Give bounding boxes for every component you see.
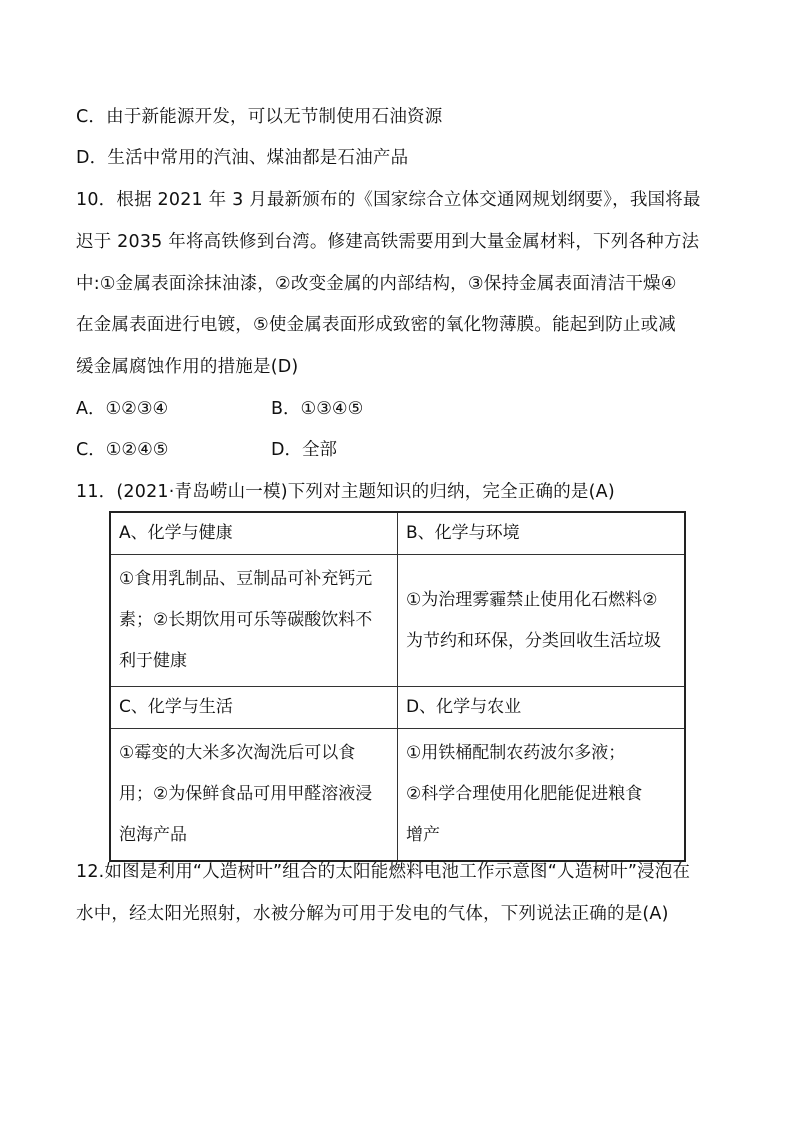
- q10-stem-line-5: 缓金属腐蚀作用的措施是(D): [76, 357, 299, 377]
- q12-stem-line-2: 水中，经太阳光照射，水被分解为可用于发电的气体，下列说法正确的是(A): [76, 904, 669, 924]
- q10-option-b: B．①③④⑤: [271, 399, 364, 419]
- table-row: [110, 512, 685, 555]
- cell-d-line: ②科学合理使用化肥能促进粮食: [406, 784, 643, 804]
- table-row: [110, 729, 685, 862]
- cell-d-head: D、化学与农业: [398, 687, 686, 729]
- knowledge-table: [109, 511, 686, 862]
- q10-stem-line-4: 在金属表面进行电镀，⑤使金属表面形成致密的氧化物薄膜。能起到防止或减: [76, 315, 676, 335]
- q10-stem-line-1: 10．根据 2021 年 3 月最新颁布的《国家综合立体交通网规划纲要》，我国将最: [76, 190, 701, 210]
- cell-a-body: [110, 555, 398, 687]
- cell-a-line: ①食用乳制品、豆制品可补充钙元: [119, 569, 373, 589]
- q10-stem-line-2: 迟于 2035 年将高铁修到台湾。修建高铁需要用到大量金属材料，下列各种方法: [76, 232, 700, 252]
- q10-stem-line-3: 中:①金属表面涂抹油漆，②改变金属的内部结构，③保持金属表面清洁干燥④: [76, 274, 677, 294]
- cell-c-line: 用；②为保鲜食品可用甲醛溶液浸: [119, 784, 373, 804]
- cell-d-line: 增产: [406, 825, 440, 845]
- q12-stem-line-1: 12.如图是利用“人造树叶”组合的太阳能燃料电池工作示意图“人造树叶”浸泡在: [76, 862, 691, 882]
- cell-d-body: [398, 729, 686, 862]
- cell-c-head: C、化学与生活: [110, 687, 398, 729]
- cell-b-body: [398, 555, 686, 687]
- cell-b-line: 为节约和环保，分类回收生活垃圾: [406, 630, 661, 651]
- cell-a-line: 素；②长期饮用可乐等碳酸饮料不: [119, 610, 373, 630]
- q10-option-d: D．全部: [271, 440, 337, 460]
- cell-c-line: ①霉变的大米多次淘洗后可以食: [119, 743, 356, 763]
- cell-a-line: 利于健康: [119, 651, 187, 671]
- cell-b-head: B、化学与环境: [398, 512, 686, 555]
- q10-option-a: A．①②③④: [76, 399, 169, 419]
- q9-option-d: D．生活中常用的汽油、煤油都是石油产品: [76, 148, 409, 168]
- table-row: [110, 555, 685, 687]
- cell-c-line: 泡海产品: [119, 825, 187, 845]
- cell-c-body: [110, 729, 398, 862]
- table-row: [110, 687, 685, 729]
- cell-d-line: ①用铁桶配制农药波尔多液；: [406, 743, 626, 763]
- cell-a-head: A、化学与健康: [110, 512, 398, 555]
- q11-stem: 11．(2021·青岛崂山一模)下列对主题知识的归纳，完全正确的是(A): [76, 482, 615, 502]
- q9-option-c: C．由于新能源开发，可以无节制使用石油资源: [76, 107, 443, 127]
- cell-b-line: ①为治理雾霾禁止使用化石燃料②: [406, 589, 658, 610]
- q10-option-c: C．①②④⑤: [76, 440, 169, 460]
